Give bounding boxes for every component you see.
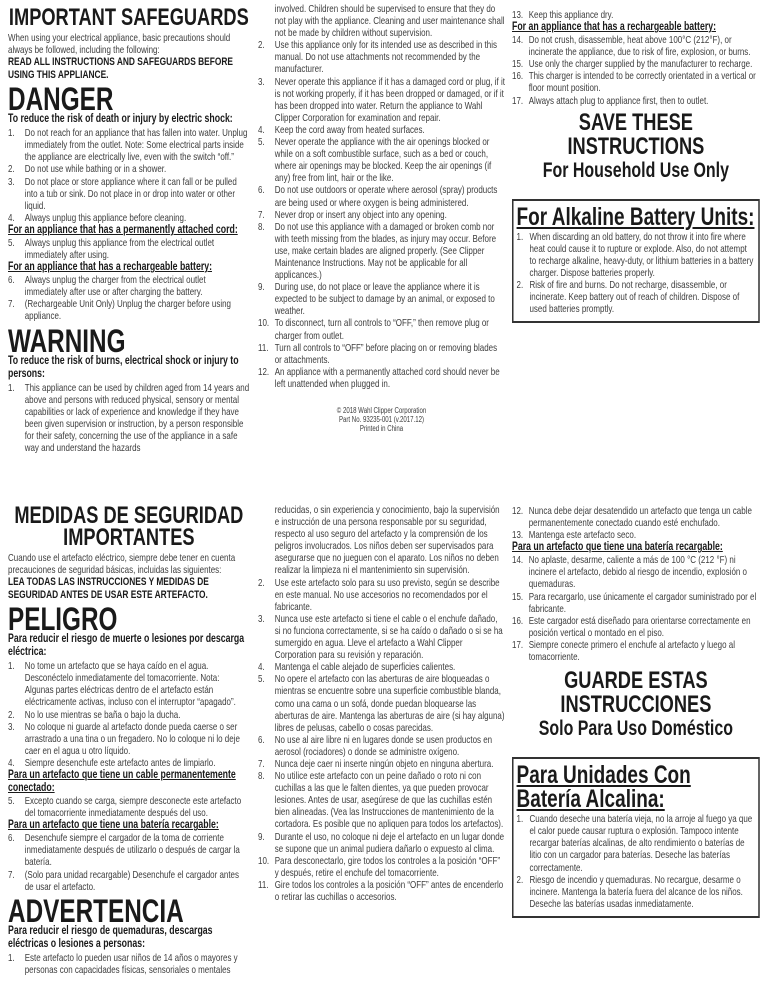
list-item: [258, 342, 505, 366]
item-text: Keep this appliance dry.: [528, 9, 614, 21]
item-number: 9.: [258, 281, 265, 294]
en-column-1: [8, 4, 250, 454]
en-warning-subheading: To reduce the risk of burns, electrical shock or injury to persons:: [8, 354, 239, 380]
es-cord-heading: Para un artefacto que tiene un cable permanentemente conectado:: [8, 769, 236, 795]
item-text: Do not use outdoors or operate where aerosol (spray) products are being used or where oxygen is being administered.: [274, 184, 498, 209]
en-warning-heading: WARNING: [8, 322, 126, 359]
item-number: 7.: [8, 298, 15, 311]
item-number: 13.: [512, 529, 524, 542]
item-number: 14.: [512, 554, 524, 567]
item-text: Always attach plug to appliance first, then to outlet.: [528, 94, 709, 107]
list-item: [258, 504, 505, 577]
item-text: Mantenga el cable alejado de superficies calientes.: [274, 661, 456, 674]
es-battery-list: [8, 832, 250, 892]
list-item: [512, 70, 760, 94]
item-number: 17.: [512, 638, 524, 651]
item-text: Do not crush, disassemble, heat above 100°C (212°F), or incinerate the appliance, due to risk of fire, explosion, or burns.: [528, 34, 751, 59]
item-number: 1.: [8, 127, 15, 140]
list-item: [258, 734, 505, 758]
item-number: 3.: [8, 175, 15, 188]
item-text: Cuando deseche una batería vieja, no la arroje al fuego ya que el calor puede causar ruptura o explosión. Tampoco intente recargar baterías alcalinas, de alto rendimiento o baterías de litio con un cargador para baterías. Deseche las baterías correctamente.: [529, 813, 753, 874]
item-number: 4.: [258, 123, 265, 136]
list-item: [258, 366, 505, 390]
item-text: Use this appliance only for its intended use as described in this manual. Do not use attachments not recommended by the manufacturer.: [274, 39, 497, 76]
en-cord-list: [8, 237, 250, 261]
es-column-2: [258, 504, 505, 903]
list-item: [258, 39, 505, 75]
es-column-1: [8, 502, 250, 976]
item-text: During use, do not place or leave the appliance where it is expected to be subject to damage by an animal, or exposed to weather.: [274, 281, 495, 318]
item-text: Este cargador está diseñado para orientarse correctamente en posición vertical o montado en el piso.: [528, 614, 751, 639]
item-text: Never operate this appliance if it has a damaged cord or plug, if it is not working properly, if it has been dropped or damaged, or if it has been dropped into water. Return the appliance to Wahl Clipper Corporation for examination and repair.: [274, 75, 505, 124]
printed-in: Printed in China: [359, 424, 404, 433]
item-number: 3.: [258, 75, 265, 88]
list-item: [258, 209, 505, 221]
list-item: [258, 661, 505, 673]
es-read-all: LEA TODAS LAS INSTRUCCIONES Y MEDIDAS DE SEGURIDAD ANTES DE USAR ESTE ARTEFACTO.: [8, 576, 209, 601]
es-danger-list: [8, 660, 250, 769]
es-danger-heading: PELIGRO: [8, 601, 118, 638]
item-text: involved. Children should be supervised to ensure that they do not play with the appliance. Cleaning and user maintenance shall not be made by children without supervision.: [274, 3, 505, 40]
list-item: [517, 231, 756, 279]
item-number: 12.: [512, 505, 524, 517]
es-battery-heading: Para un artefacto que tiene una batería recargable:: [8, 819, 219, 832]
item-number: 2.: [516, 279, 524, 292]
es-warning-list-c: [512, 505, 760, 541]
item-number: 2.: [516, 873, 524, 886]
item-number: 4.: [258, 661, 265, 674]
item-number: 10.: [258, 854, 270, 867]
list-item: [517, 874, 756, 910]
item-text: Este artefacto lo pueden usar niños de 14 años o mayores y personas con capacidades físicas, sensoriales o mentales: [24, 951, 238, 976]
item-number: 9.: [258, 830, 265, 843]
part-number: Part No. 93235-001 (v.2017.12): [338, 415, 425, 424]
item-text: Riesgo de incendio y quemaduras. No recargue, desarme o incinere. Mantenga la batería fuera del alcance de los niños. Deseche las baterías usadas inmediatamente.: [529, 873, 743, 910]
item-text: Nunca debe dejar desatendido un artefacto que tenga un cable permanentemente conectado cuando esté enchufado.: [528, 505, 752, 530]
es-cord-list: [8, 795, 250, 819]
item-text: No utilice este artefacto con un peine dañado o roto ni con cuchillas a las que le falten dientes, ya que pueden provocar lesiones. Antes de usar, asegúrese de que las cuchillas estén bien alineadas. (Vea las Instrucciones de mantenimiento de la cortadora. Es posible que no apliquen para todos los artefactos).: [274, 770, 504, 831]
item-number: 5.: [8, 795, 15, 808]
item-text: Never drop or insert any object into any opening.: [274, 208, 447, 221]
item-number: 16.: [512, 70, 524, 83]
list-item: [512, 34, 760, 58]
item-text: Always unplug this appliance before cleaning.: [24, 211, 187, 224]
item-number: 1.: [8, 381, 15, 394]
item-text: Do not use while bathing or in a shower.: [24, 163, 167, 176]
es-alkaline-list: [517, 813, 756, 910]
item-text: Use only the charger supplied by the manufacturer to recharge.: [528, 58, 753, 71]
en-read-all: READ ALL INSTRUCTIONS AND SAFEGUARDS BEFORE USING THIS APPLIANCE.: [8, 56, 233, 81]
item-number: 6.: [258, 184, 265, 197]
en-battery-list-2: [512, 34, 760, 107]
en-title: IMPORTANT SAFEGUARDS: [8, 4, 249, 31]
item-number: 12.: [258, 365, 270, 378]
item-number: 7.: [8, 868, 15, 881]
item-text: When discarding an old battery, do not throw it into fire where heat could cause it to rupture or explode. Also, do not attempt to recharge alkaline, heavy-duty, or lithium batteries in a battery charger. Dispose batteries properly.: [529, 230, 754, 279]
en-danger-list: [8, 127, 250, 224]
es-title: MEDIDAS DE SEGURIDAD IMPORTANTES: [14, 502, 244, 551]
item-text: Mantenga este artefacto seco.: [528, 529, 637, 542]
item-text: Always unplug the charger from the electrical outlet immediately after use or after charging the battery.: [24, 274, 206, 299]
item-number: 8.: [258, 220, 265, 233]
es-alkaline-box: [512, 757, 760, 918]
es-warning-list-b: [258, 504, 505, 903]
en-footer: [258, 406, 505, 433]
en-battery-list: [8, 274, 250, 322]
item-number: 10.: [258, 317, 270, 330]
en-battery-heading-2: For an appliance that has a rechargeable battery:: [512, 21, 717, 34]
es-battery-list-2: [512, 554, 760, 663]
item-text: No coloque ni guarde al artefacto donde pueda caerse o ser arrastrado a una tina o un fregadero. No lo coloque ni lo deje caer en el agua u otro líquido.: [24, 720, 240, 757]
item-text: Para recargarlo, use únicamente el cargador suministrado por el fabricante.: [528, 590, 757, 615]
item-number: 6.: [8, 274, 15, 287]
item-text: (Rechargeable Unit Only) Unplug the charger before using appliance.: [24, 298, 231, 323]
item-number: 13.: [512, 9, 524, 21]
item-text: Excepto cuando se carga, siempre desconecte este artefacto del tomacorriente inmediatamente después del uso.: [24, 795, 242, 820]
en-column-2: [258, 3, 505, 433]
item-number: 5.: [258, 673, 265, 686]
list-item: [8, 274, 250, 298]
list-item: [258, 317, 505, 341]
item-text: No use al aire libre ni en lugares donde se usen productos en aerosol (rociadores) o donde se administre oxígeno.: [274, 733, 493, 758]
list-item: [512, 95, 760, 107]
en-battery-heading: For an appliance that has a rechargeable battery:: [8, 261, 213, 274]
item-number: 7.: [258, 757, 265, 770]
en-warning-list-b: [258, 3, 505, 390]
item-number: 3.: [8, 720, 15, 733]
list-item: [512, 591, 760, 615]
list-item: [258, 577, 505, 613]
item-text: Siempre desenchufe este artefacto antes de limpiarlo.: [24, 756, 216, 769]
item-text: No aplaste, desarme, caliente a más de 100 °C (212 °F) ni incinere el artefacto, debido al riesgo de incendio, explosión o quemaduras.: [528, 554, 747, 591]
item-number: 16.: [512, 614, 524, 627]
item-number: 15.: [512, 58, 524, 71]
item-number: 3.: [258, 612, 265, 625]
item-text: This charger is intended to be correctly orientated in a vertical or floor mount position.: [528, 70, 756, 95]
list-item: [8, 212, 250, 224]
en-save-instructions: SAVE THESE INSTRUCTIONS: [567, 108, 705, 160]
item-text: To disconnect, turn all controls to “OFF,” then remove plug or charger from outlet.: [274, 317, 489, 342]
item-number: 1.: [8, 660, 15, 673]
list-item: [8, 163, 250, 175]
list-item: [8, 709, 250, 721]
list-item: [258, 879, 505, 903]
item-number: 1.: [8, 951, 15, 964]
item-text: Do not place or store appliance where it can fall or be pulled into a tub or sink. Do not place in or drop into water or other liquid.: [24, 175, 237, 212]
list-item: [512, 615, 760, 639]
item-text: An appliance with a permanently attached cord should never be left unattended when plugged in.: [274, 365, 500, 390]
list-item: [8, 237, 250, 261]
item-text: Do not use this appliance with a damaged or broken comb nor with teeth missing from the blades, as injury may occur. Before use, make certain blades are aligned properly. (See Clipper Maintenance Instructions. May not be applicable for all applicances.): [274, 220, 497, 282]
item-text: Use este artefacto solo para su uso previsto, según se describe en este manual. No use accesorios no recomendados por el fabricante.: [274, 576, 500, 613]
item-text: Turn all controls to “OFF” before placing on or removing blades or attachments.: [274, 341, 498, 366]
list-item: [512, 58, 760, 70]
list-item: [8, 127, 250, 163]
list-item: [512, 639, 760, 663]
list-item: [8, 660, 250, 708]
list-item: [517, 279, 756, 315]
item-number: 1.: [516, 230, 524, 243]
list-item: [258, 758, 505, 770]
item-text: This appliance can be used by children aged from 14 years and above and persons with reduced physical, sensory or mental capabilities or lack of experience and knowledge if they have been given supervision or instruction, by a person responsible for their safety, concerning the use of the appliance in a safe way and understand the hazards: [24, 381, 250, 454]
list-item: [8, 176, 250, 212]
list-item: [8, 952, 250, 976]
list-item: [258, 770, 505, 830]
item-number: 1.: [516, 813, 524, 826]
list-item: [258, 281, 505, 317]
en-alkaline-box: [512, 199, 760, 324]
list-item: [512, 505, 760, 529]
es-battery-heading-2: Para un artefacto que tiene una batería recargable:: [512, 541, 723, 554]
es-warning-heading: ADVERTENCIA: [8, 892, 184, 929]
list-item: [258, 673, 505, 733]
en-danger-heading: DANGER: [8, 81, 114, 118]
es-danger-subheading: Para reducir el riesgo de muerte o lesiones por descarga eléctrica:: [8, 633, 245, 659]
en-household-use: For Household Use Only: [542, 158, 729, 182]
list-item: [8, 721, 250, 757]
item-number: 6.: [8, 832, 15, 845]
en-cord-heading: For an appliance that has a permanently attached cord:: [8, 223, 238, 236]
item-text: Risk of fire and burns. Do not recharge, disassemble, or incinerate. Keep battery out of reach of children. Dispose of used batteries promptly.: [529, 279, 740, 316]
copyright: © 2018 Wahl Clipper Corporation: [336, 406, 427, 415]
list-item: [512, 554, 760, 590]
item-text: Do not reach for an appliance that has fallen into water. Unplug immediately from the outlet. Note: Some electrical parts inside the appliance are electrically live, even with the switch “off.”: [24, 127, 248, 164]
list-item: [8, 298, 250, 322]
item-text: Siempre conecte primero el enchufe al artefacto y luego al tomacorriente.: [528, 638, 735, 664]
item-number: 17.: [512, 94, 524, 107]
list-item: [258, 184, 505, 208]
en-intro: When using your electrical appliance, basic precautions should always be followed, including the following:: [8, 32, 231, 57]
item-text: No tome un artefacto que se haya caído en el agua. Desconéctelo inmediatamente del tomacorriente. Nota: Algunas partes eléctricas dentro de el artefacto están eléctricamente activas, incluso con el interruptor “apagado”.: [24, 660, 236, 709]
item-number: 6.: [258, 733, 265, 746]
en-warning-list-a: [8, 382, 250, 455]
item-text: (Solo para unidad recargable) Desenchufe el cargador antes de usar el artefacto.: [24, 868, 239, 893]
es-save-instructions: GUARDE ESTAS INSTRUCCIONES: [560, 667, 712, 719]
item-number: 11.: [258, 341, 269, 354]
list-item: [258, 221, 505, 281]
list-item: [8, 869, 250, 893]
list-item: [517, 813, 756, 873]
list-item: [258, 76, 505, 124]
list-item: [258, 124, 505, 136]
list-item: [8, 382, 250, 455]
item-number: 7.: [258, 208, 265, 221]
list-item: [258, 3, 505, 39]
item-number: 14.: [512, 34, 524, 47]
item-text: Para desconectarlo, gire todos los controles a la posición “OFF” y después, retire el enchufe del tomacorriente.: [274, 854, 501, 879]
item-text: reducidas, o sin experiencia y conocimiento, bajo la supervisión e instrucción de una persona responsable por su seguridad, respecto al uso seguro del artefacto y la comprensión de los peligros involucrados. Los niños deben ser supervisados para asegurarse que no jueguen con el aparato. Los niños no deben realizar la limpieza ni el mantenimiento sin supervisión.: [274, 504, 500, 577]
es-household-use: Solo Para Uso Doméstico: [538, 717, 733, 741]
list-item: [258, 831, 505, 855]
item-text: Nunca use este artefacto si tiene el cable o el enchufe dañado, si no funciona correctamente, si se ha caído o dañado o si se ha sumergido en agua. Lleve el artefacto a Wahl Clipper Corporation para su revisión y reparación.: [274, 612, 503, 662]
es-warning-subheading: Para reducir el riesgo de quemaduras, descargas eléctricas o lesiones a personas:: [8, 924, 213, 950]
item-text: Never operate the appliance with the air openings blocked or while on a soft combustible surface, such as a bed or couch, where air openings may be blocked. Keep the air openings (if any) free from lint, hair or the like.: [274, 136, 492, 185]
list-item: [512, 529, 760, 541]
list-item: [8, 795, 250, 819]
en-alkaline-heading: For Alkaline Battery Units:: [516, 202, 755, 231]
es-column-3: [512, 505, 760, 918]
item-text: No lo use mientras se baña o bajo la ducha.: [24, 708, 181, 721]
list-item: [258, 136, 505, 184]
item-text: Keep the cord away from heated surfaces.: [274, 123, 425, 136]
item-number: 5.: [8, 236, 15, 249]
item-number: 2.: [8, 163, 15, 176]
item-number: 8.: [258, 770, 265, 783]
en-alkaline-list: [517, 231, 756, 316]
es-intro: Cuando use el artefacto eléctrico, siempre debe tener en cuenta precauciones de seguridad básicas, incluidas las siguientes:: [8, 552, 236, 577]
item-text: No opere el artefacto con las aberturas de aire bloqueadas o mientras se encuentre sobre una superficie combustible blanda, como una cama o un sofá, donde puedan bloquearse las aberturas de aire. Mantenga las aberturas de aire (si hay alguna) libres de pelusas, cabello o cosas parecidas.: [274, 673, 505, 734]
item-text: Gire todos los controles a la posición “OFF” antes de encenderlo o retirar las cuchillas o accesorios.: [274, 878, 504, 903]
item-number: 2.: [258, 576, 265, 589]
en-warning-list-c: [512, 9, 760, 21]
en-danger-subheading: To reduce the risk of death or injury by electric shock:: [8, 113, 233, 126]
item-number: 11.: [258, 878, 269, 891]
list-item: [8, 832, 250, 868]
item-number: 2.: [8, 708, 15, 721]
list-item: [258, 855, 505, 879]
item-number: 2.: [258, 39, 265, 52]
item-number: 15.: [512, 590, 524, 603]
item-number: 5.: [258, 136, 265, 149]
item-number: 4.: [8, 756, 15, 769]
list-item: [258, 613, 505, 661]
item-text: Durante el uso, no coloque ni deje el artefacto en un lugar donde se supone que un animal pudiera dañarlo o expuesto al clima.: [274, 830, 505, 855]
list-item: [512, 9, 760, 21]
list-item: [8, 757, 250, 769]
es-alkaline-heading: Para Unidades Con Batería Alcalina:: [516, 761, 691, 814]
en-column-3: [512, 9, 760, 323]
item-number: 4.: [8, 211, 15, 224]
item-text: Always unplug this appliance from the electrical outlet immediately after using.: [24, 236, 215, 262]
item-text: Desenchufe siempre el cargador de la toma de corriente inmediatamente después de utilizarlo o después de cargar la batería.: [24, 832, 240, 869]
es-warning-list-a: [8, 952, 250, 976]
item-text: Nunca deje caer ni inserte ningún objeto en ninguna abertura.: [274, 757, 494, 770]
